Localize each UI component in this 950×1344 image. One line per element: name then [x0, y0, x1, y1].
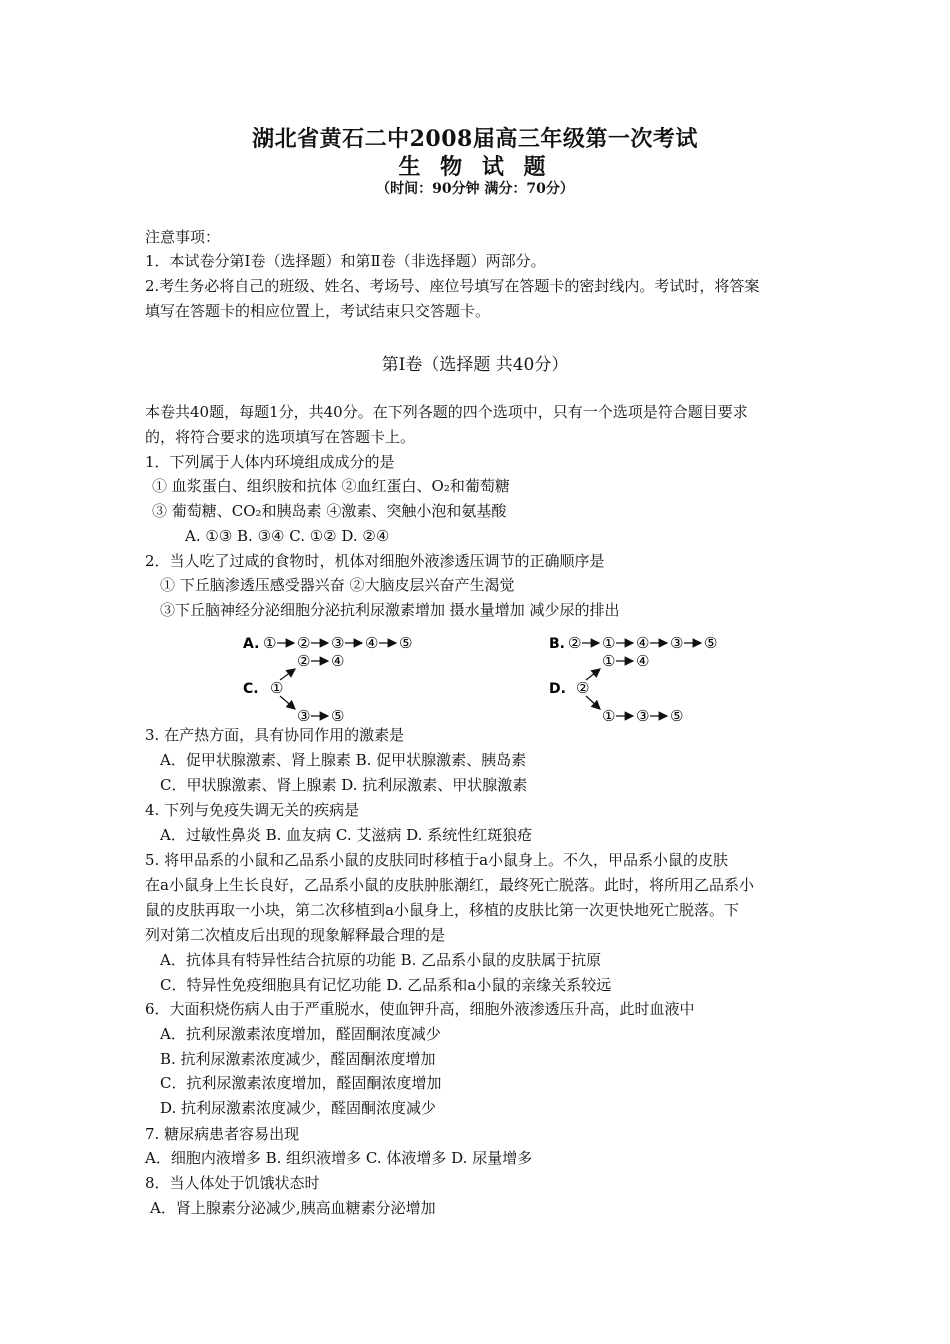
q5-row2: C．特异性免疫细胞具有记忆功能 D. 乙品系和a小鼠的亲缘关系较远 [160, 976, 612, 994]
exam-title: 湖北省黄石二中2008届高三年级第一次考试 [252, 126, 698, 152]
q2-d-down-node-1: ① [602, 707, 616, 725]
q2-d-down-node-3: ⑤ [670, 707, 684, 725]
q2-a-node-2: ② [297, 634, 311, 652]
q1-options-row2: ③ 葡萄糖、CO₂和胰岛素 ④激素、突触小泡和氨基酸 [152, 502, 507, 520]
q1-stem: 1．下列属于人体内环境组成成分的是 [145, 453, 395, 471]
notes-item-2a: 2.考生务必将自己的班级、姓名、考场号、座位号填写在答题卡的密封线内。考试时，将答案 [145, 277, 760, 295]
exam-meta: （时间：90分钟 满分：70分） [376, 181, 574, 197]
q6-option-a: A．抗利尿激素浓度增加，醛固酮浓度减少 [160, 1025, 441, 1043]
q2-diagram-b-label: B. [549, 636, 565, 652]
notes-item-1: 1．本试卷分第Ⅰ卷（选择题）和第Ⅱ卷（非选择题）两部分。 [145, 252, 546, 270]
q2-diagram-c-label: C. [243, 681, 259, 697]
q8-stem: 8．当人体处于饥饿状态时 [145, 1174, 320, 1192]
q2-flow-diagram [0, 625, 950, 725]
q2-b-node-4: ③ [670, 634, 684, 652]
q2-diagram-a-label: A. [243, 636, 260, 652]
q3-stem: 3. 在产热方面，具有协同作用的激素是 [145, 726, 405, 744]
q3-row1: A．促甲状腺激素、肾上腺素 B. 促甲状腺激素、胰岛素 [160, 751, 527, 769]
q2-row2: ③下丘脑神经分泌细胞分泌抗利尿激素增加 摄水量增加 减少尿的排出 [160, 601, 620, 619]
q6-option-c: C．抗利尿激素浓度增加，醛固酮浓度增加 [160, 1074, 442, 1092]
notes-item-2b: 填写在答题卡的相应位置上，考试结束只交答题卡。 [145, 302, 491, 320]
notes-heading: 注意事项： [145, 228, 221, 246]
q2-d-up-node-1: ① [602, 652, 616, 670]
q6-option-b: B. 抗利尿激素浓度减少，醛固酮浓度增加 [160, 1050, 436, 1068]
q2-a-node-4: ④ [365, 634, 379, 652]
q7-choices: A．细胞内液增多 B. 组织液增多 C. 体液增多 D. 尿量增多 [145, 1149, 533, 1167]
q4-stem: 4. 下列与免疫失调无关的疾病是 [145, 801, 360, 819]
q5-line-3: 鼠的皮肤再取一小块，第二次移植到a小鼠身上，移植的皮肤比第一次更快地死亡脱落。下 [145, 901, 739, 919]
q2-c-root: ① [270, 679, 284, 697]
q5-row1: A．抗体具有特异性结合抗原的功能 B. 乙品系小鼠的皮肤属于抗原 [160, 951, 602, 969]
q5-line-4: 列对第二次植皮后出现的现象解释最合理的是 [145, 926, 446, 944]
q2-b-node-5: ⑤ [704, 634, 718, 652]
q2-b-node-3: ④ [636, 634, 650, 652]
q1-options-row1: ① 血浆蛋白、组织胺和抗体 ②血红蛋白、O₂和葡萄糖 [152, 477, 510, 495]
q2-d-down-node-2: ③ [636, 707, 650, 725]
q6-stem: 6．大面积烧伤病人由于严重脱水，使血钾升高，细胞外液渗透压升高，此时血液中 [145, 1000, 695, 1018]
q2-c-up-node-2: ④ [331, 652, 345, 670]
q5-line-1: 5. 将甲品系的小鼠和乙品系小鼠的皮肤同时移植于a小鼠身上。不久，甲品系小鼠的皮肤 [145, 851, 729, 869]
q8-option-a: A．肾上腺素分泌减少,胰高血糖素分泌增加 [150, 1199, 436, 1217]
q2-a-node-5: ⑤ [399, 634, 413, 652]
q2-c-down-node-1: ③ [297, 707, 311, 725]
q2-c-up-node-1: ② [297, 652, 311, 670]
q7-stem: 7. 糖尿病患者容易出现 [145, 1125, 300, 1143]
q2-b-node-1: ② [568, 634, 582, 652]
section-intro-a: 本卷共40题，每题1分，共40分。在下列各题的四个选项中，只有一个选项是符合题目要求 [145, 403, 748, 421]
section-intro-b: 的，将符合要求的选项填写在答题卡上。 [145, 428, 416, 446]
q2-row1: ① 下丘脑渗透压感受器兴奋 ②大脑皮层兴奋产生渴觉 [160, 576, 515, 594]
q2-b-node-2: ① [602, 634, 616, 652]
q2-d-up-node-2: ④ [636, 652, 650, 670]
q2-a-node-1: ① [263, 634, 277, 652]
q2-a-node-3: ③ [331, 634, 345, 652]
q1-choices: A. ①③ B. ③④ C. ①② D. ②④ [185, 527, 390, 545]
q3-row2: C．甲状腺激素、肾上腺素 D. 抗利尿激素、甲状腺激素 [160, 776, 528, 794]
q2-d-root: ② [576, 679, 590, 697]
q6-option-d: D. 抗利尿激素浓度减少，醛固酮浓度减少 [160, 1099, 437, 1117]
q2-diagram-d-label: D. [549, 681, 566, 697]
q5-line-2: 在a小鼠身上生长良好，乙品系小鼠的皮肤肿胀潮红，最终死亡脱落。此时，将所用乙品系小 [145, 876, 754, 894]
q2-stem: 2．当人吃了过咸的食物时，机体对细胞外液渗透压调节的正确顺序是 [145, 552, 605, 570]
q4-choices: A．过敏性鼻炎 B. 血友病 C. 艾滋病 D. 系统性红斑狼疮 [160, 826, 533, 844]
section-title: 第Ⅰ卷（选择题 共40分） [381, 355, 569, 375]
q2-c-down-node-2: ⑤ [331, 707, 345, 725]
exam-subtitle: 生 物 试 题 [398, 154, 552, 180]
